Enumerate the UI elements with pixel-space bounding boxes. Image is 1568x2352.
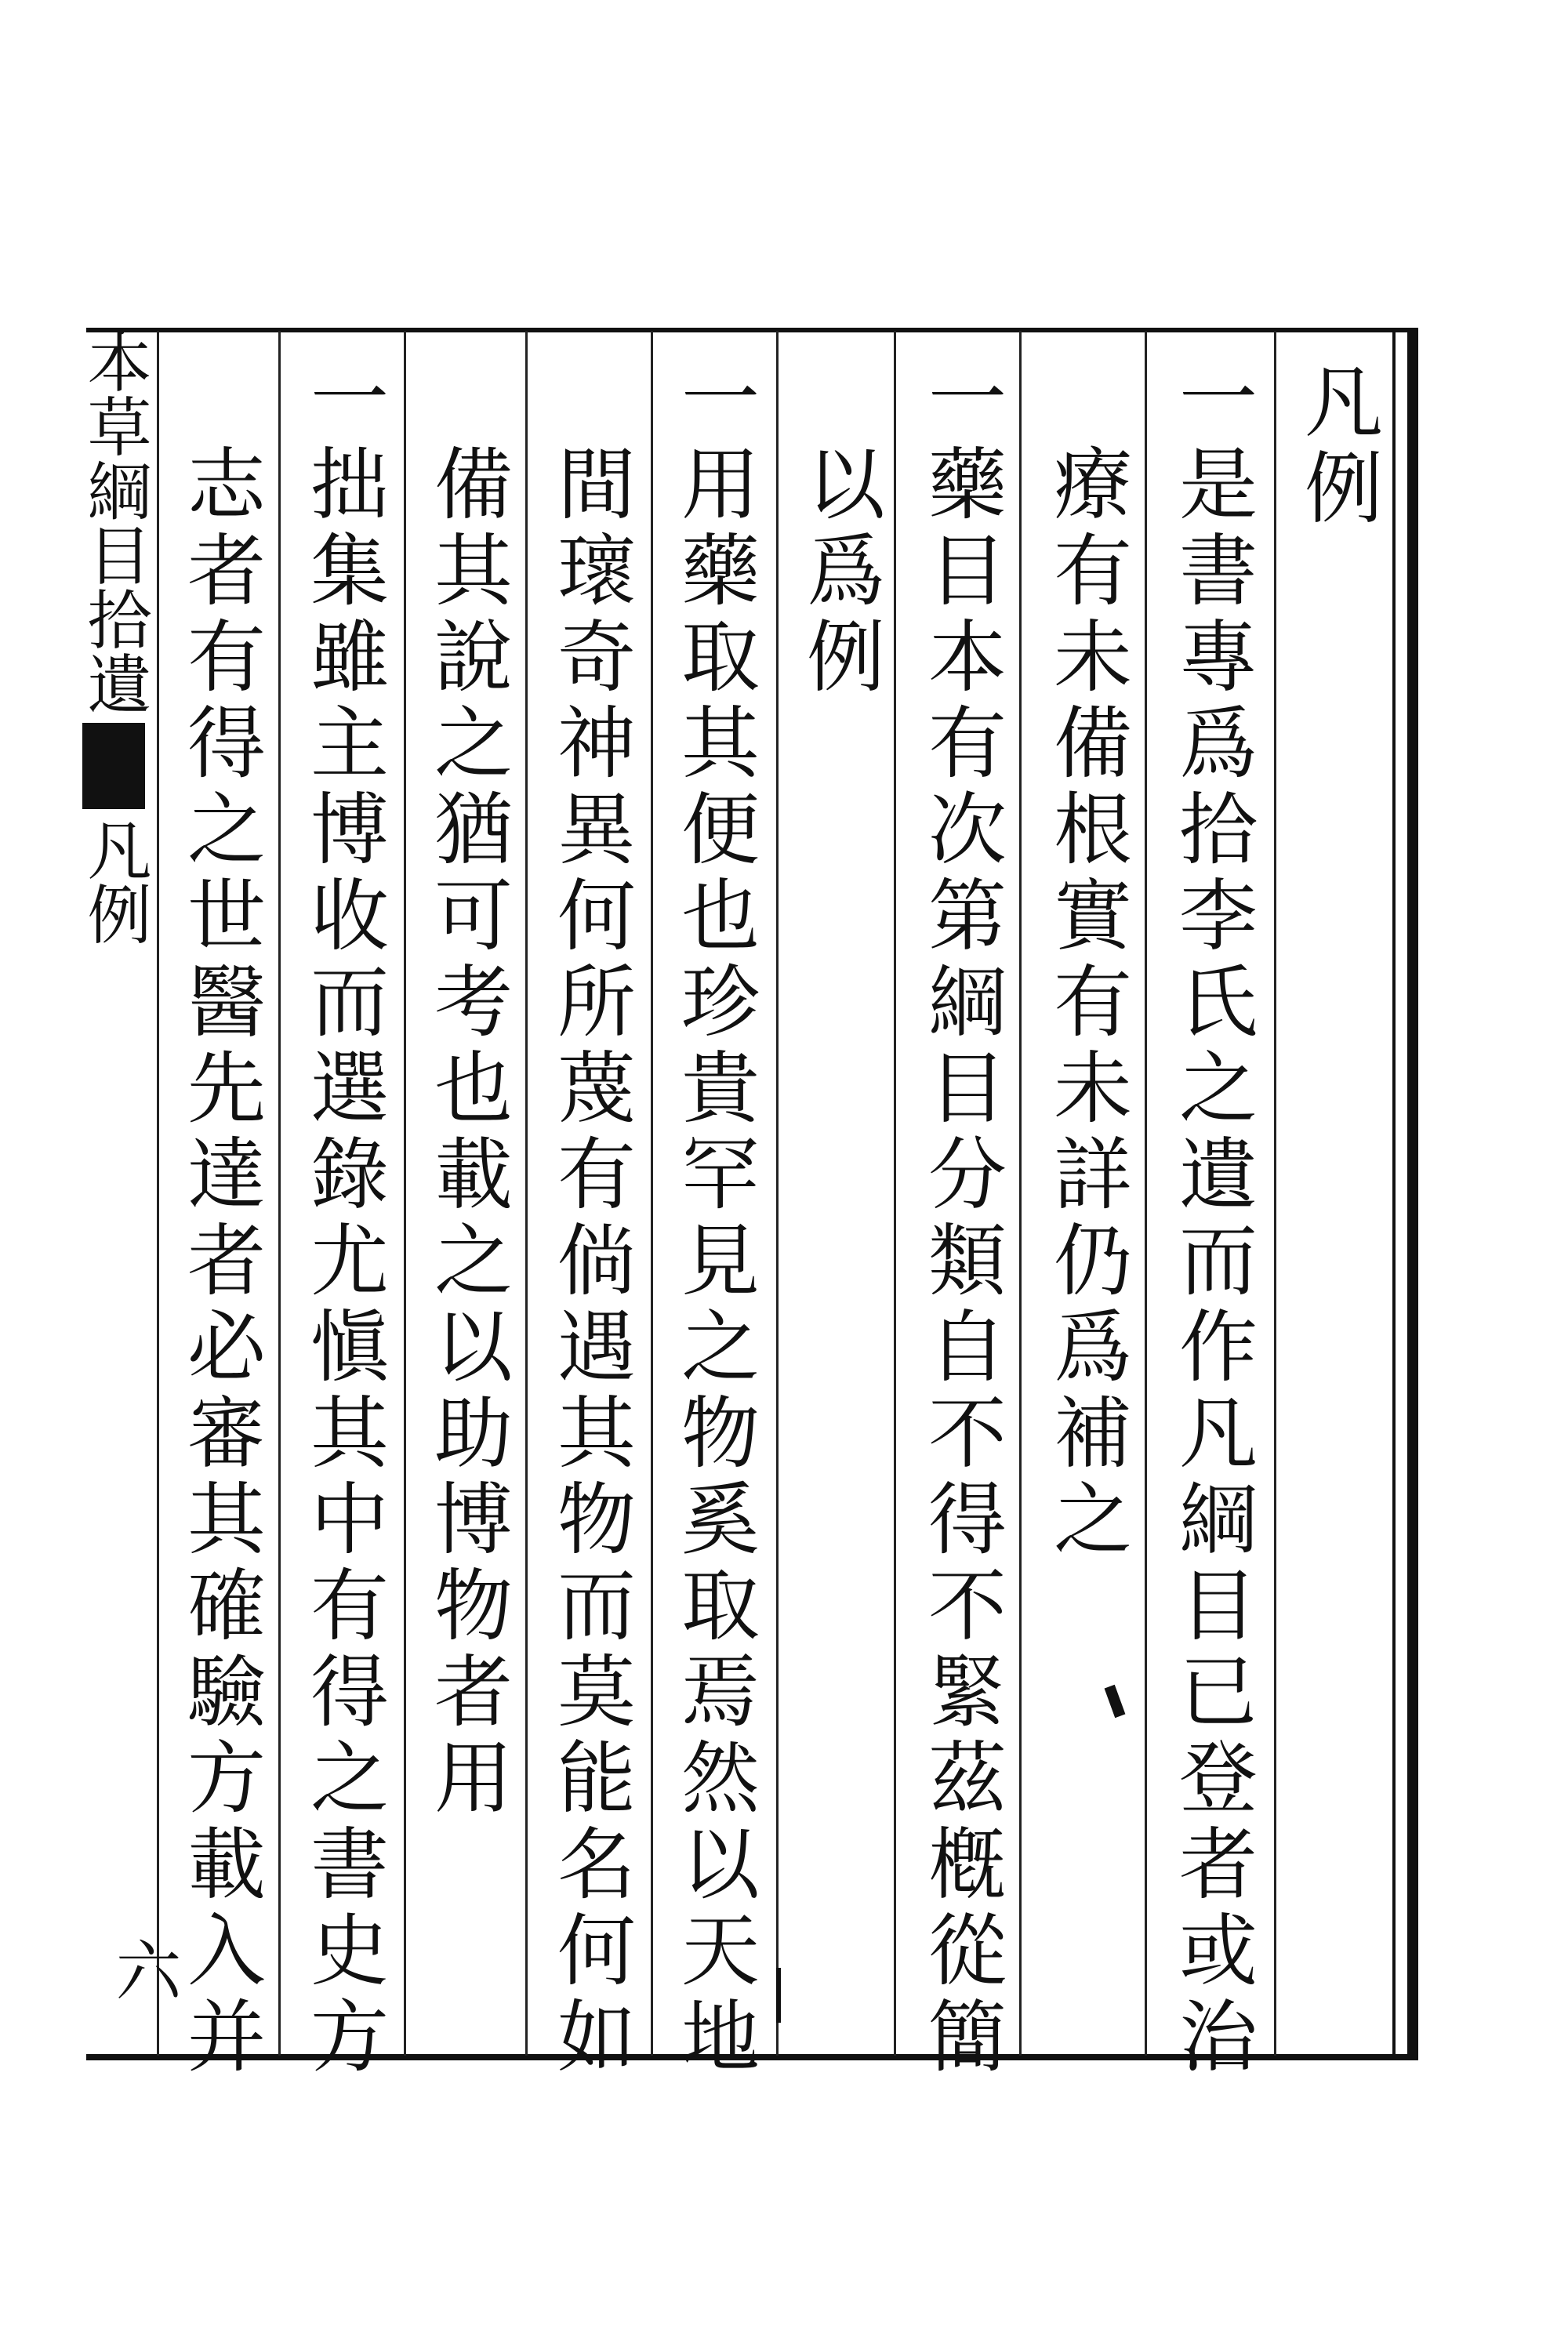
column-rule [525, 331, 528, 2056]
section-label: 凡例 [77, 817, 151, 946]
text-column-7: 備其說之猶可考也載之以助博物者用 [421, 443, 513, 1823]
column-rule [1145, 331, 1147, 2056]
column-rule [776, 331, 779, 2056]
column-rule [404, 331, 406, 2056]
frame-right-thin-rule [1392, 328, 1396, 2060]
column-rule [1019, 331, 1022, 2056]
ink-mark [776, 1968, 781, 2023]
frame-top-rule [86, 328, 1418, 332]
book-title: 本草綱目拾遺 [77, 329, 151, 715]
column-rule [278, 331, 281, 2056]
text-column-9: 志者有得之世醫先達者必審其確驗方載入并 [174, 443, 266, 2082]
text-column-5: 一用藥取其便也珍貴罕見之物奚取焉然以天地 [668, 357, 760, 2082]
fishtail-mark [82, 723, 145, 809]
column-rule [1274, 331, 1276, 2056]
page-heading: 凡例 [1291, 361, 1383, 533]
frame-right-thick-rule [1407, 328, 1418, 2060]
ink-speck [1105, 1685, 1126, 1718]
text-column-4: 以爲例 [793, 443, 885, 702]
text-column-2: 療有未備根實有未詳仍爲補之 [1040, 443, 1132, 1564]
column-rule [651, 331, 653, 2056]
text-column-1: 一是書專爲拾李氏之遺而作凡綱目已登者或治 [1166, 357, 1258, 2082]
text-column-3: 一藥目本有次第綱目分類自不得不緊茲槪從簡 [915, 357, 1007, 2082]
text-column-8: 一拙集雖主博收而選錄尤愼其中有得之書史方 [297, 357, 389, 2082]
margin-column [78, 329, 149, 946]
column-rule [894, 331, 896, 2056]
folio-number: 六 [105, 1936, 182, 2002]
column-rule [157, 331, 159, 2056]
text-column-6: 間瓌奇神異何所蔑有倘遇其物而莫能名何如 [544, 443, 636, 2082]
